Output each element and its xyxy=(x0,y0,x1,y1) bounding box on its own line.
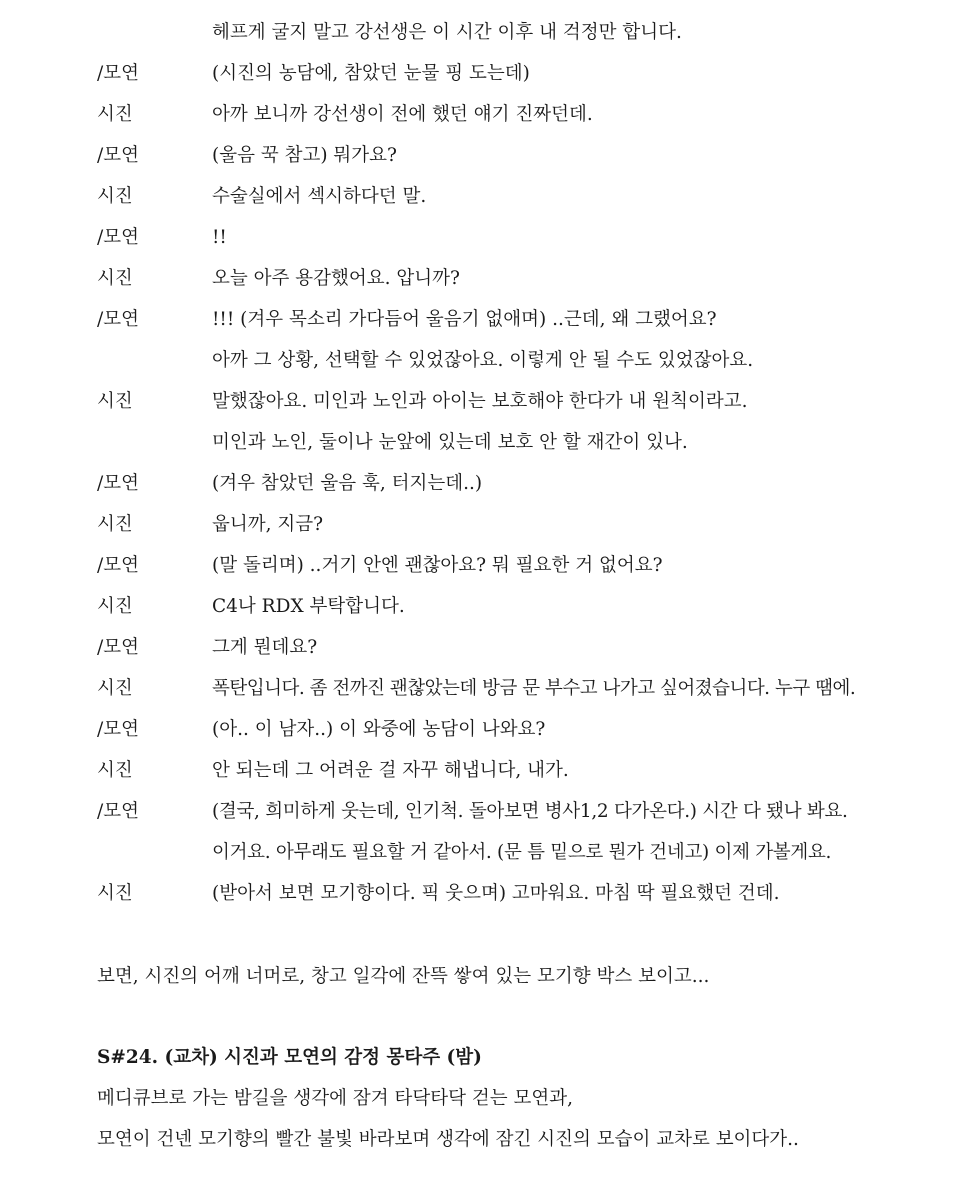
speaker: /모연 xyxy=(97,145,139,166)
speaker: /모연 xyxy=(97,309,139,330)
speaker: /모연 xyxy=(97,473,139,494)
dialogue-text: 헤프게 굴지 말고 강선생은 이 시간 이후 내 걱정만 합니다. xyxy=(212,22,682,43)
scene-description-line: 모연이 건넨 모기향의 빨간 불빛 바라보며 생각에 잠긴 시진의 모습이 교차로 보이다가.. xyxy=(97,1129,799,1150)
speaker: 시진 xyxy=(97,678,133,699)
speaker: 시진 xyxy=(97,391,133,412)
dialogue-line xyxy=(0,668,957,709)
dialogue-line xyxy=(0,94,957,135)
dialogue-line xyxy=(0,750,957,791)
dialogue-text: 수술실에서 섹시하다던 말. xyxy=(212,186,427,207)
dialogue-line xyxy=(0,217,957,258)
scene-heading: S#24. (교차) 시진과 모연의 감정 몽타주 (밤) xyxy=(97,1047,482,1068)
dialogue-text: (아.. 이 남자..) 이 와중에 농담이 나와요? xyxy=(212,719,546,740)
dialogue-line xyxy=(0,176,957,217)
speaker: 시진 xyxy=(97,186,133,207)
dialogue-text: 폭탄입니다. 좀 전까진 괜찮았는데 방금 문 부수고 나가고 싶어졌습니다. 누구 땜에. xyxy=(212,678,856,699)
speaker: /모연 xyxy=(97,63,139,84)
dialogue-line xyxy=(0,135,957,176)
dialogue-line xyxy=(0,832,957,873)
dialogue-line xyxy=(0,422,957,463)
dialogue-line xyxy=(0,791,957,832)
speaker: /모연 xyxy=(97,719,139,740)
dialogue-text: !! xyxy=(212,227,227,248)
dialogue-text: (울음 꾹 참고) 뭐가요? xyxy=(212,145,397,166)
speaker: /모연 xyxy=(97,555,139,576)
dialogue-text: !!! (겨우 목소리 가다듬어 울음기 없애며) ..근데, 왜 그랬어요? xyxy=(212,309,717,330)
dialogue-line xyxy=(0,299,957,340)
speaker: /모연 xyxy=(97,801,139,822)
speaker: 시진 xyxy=(97,268,133,289)
dialogue-text: 미인과 노인, 둘이나 눈앞에 있는데 보호 안 할 재간이 있나. xyxy=(212,432,688,453)
dialogue-text: (시진의 농담에, 참았던 눈물 핑 도는데) xyxy=(212,63,530,84)
dialogue-line xyxy=(0,463,957,504)
action-line: 보면, 시진의 어깨 너머로, 창고 일각에 잔뜩 쌓여 있는 모기향 박스 보이고... xyxy=(97,966,710,987)
speaker: /모연 xyxy=(97,227,139,248)
dialogue-text: 아까 보니까 강선생이 전에 했던 얘기 진짜던데. xyxy=(212,104,593,125)
dialogue-text: 웁니까, 지금? xyxy=(212,514,324,535)
dialogue-line xyxy=(0,545,957,586)
speaker: 시진 xyxy=(97,514,133,535)
dialogue-text: 이거요. 아무래도 필요할 거 같아서. (문 틈 밑으로 뭔가 건네고) 이제 가볼게요. xyxy=(212,842,832,863)
dialogue-line xyxy=(0,873,957,914)
dialogue-text: 아까 그 상황, 선택할 수 있었잖아요. 이렇게 안 될 수도 있었잖아요. xyxy=(212,350,754,371)
dialogue-text: 안 되는데 그 어려운 걸 자꾸 해냅니다, 내가. xyxy=(212,760,569,781)
dialogue-text: 오늘 아주 용감했어요. 압니까? xyxy=(212,268,460,289)
dialogue-text: (결국, 희미하게 웃는데, 인기척. 돌아보면 병사1,2 다가온다.) 시간 다 됐나 봐요. xyxy=(212,801,848,822)
speaker: 시진 xyxy=(97,596,133,617)
dialogue-line xyxy=(0,381,957,422)
speaker: /모연 xyxy=(97,637,139,658)
dialogue-text: 말했잖아요. 미인과 노인과 아이는 보호해야 한다가 내 원칙이라고. xyxy=(212,391,748,412)
dialogue-line xyxy=(0,258,957,299)
dialogue-line xyxy=(0,340,957,381)
dialogue-line xyxy=(0,504,957,545)
dialogue-text: (말 돌리며) ..거기 안엔 괜찮아요? 뭐 필요한 거 없어요? xyxy=(212,555,663,576)
scene-description-line: 메디큐브로 가는 밤길을 생각에 잠겨 타닥타닥 걷는 모연과, xyxy=(97,1088,573,1109)
speaker: 시진 xyxy=(97,760,133,781)
dialogue-text: 그게 뭔데요? xyxy=(212,637,318,658)
dialogue-line xyxy=(0,627,957,668)
dialogue-text: C4나 RDX 부탁합니다. xyxy=(212,596,405,617)
dialogue-line xyxy=(0,12,957,53)
dialogue-line xyxy=(0,53,957,94)
dialogue-text: (받아서 보면 모기향이다. 픽 웃으며) 고마워요. 마침 딱 필요했던 건데. xyxy=(212,883,780,904)
speaker: 시진 xyxy=(97,104,133,125)
dialogue-line xyxy=(0,709,957,750)
speaker: 시진 xyxy=(97,883,133,904)
dialogue-text: (겨우 참았던 울음 훅, 터지는데..) xyxy=(212,473,483,494)
dialogue-line xyxy=(0,586,957,627)
